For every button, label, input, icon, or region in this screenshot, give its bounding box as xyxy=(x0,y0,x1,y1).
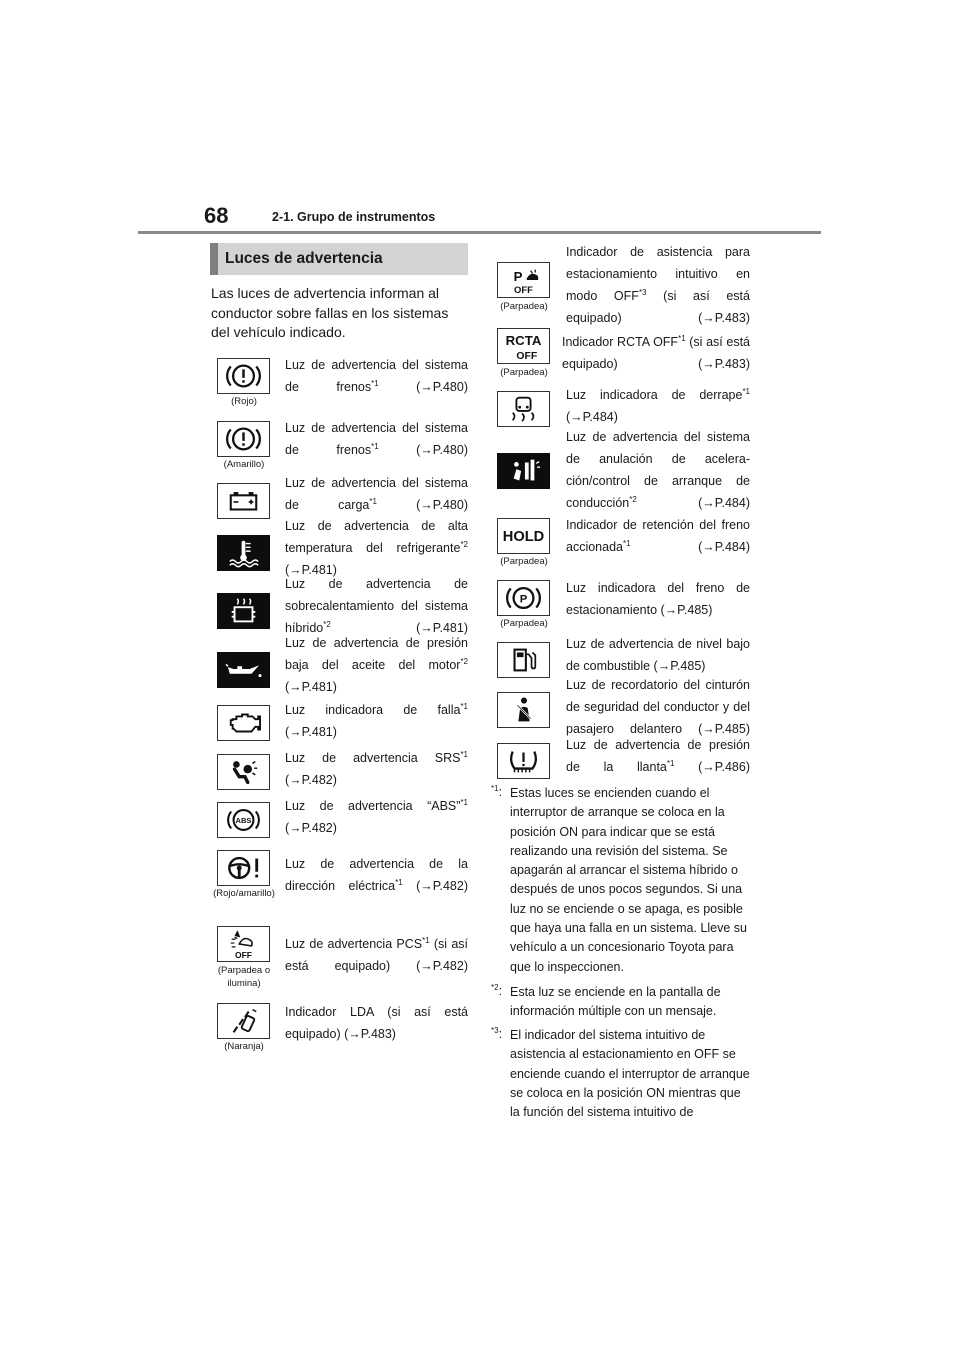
abs-icon xyxy=(217,802,270,838)
icon-caption: (Parpadea) xyxy=(500,301,548,312)
warning-description: Indicador de retención del freno accionada$^{*1}$ (→P.484) xyxy=(566,518,750,554)
icon-caption: (Amarillo) xyxy=(223,459,265,470)
battery-charge-icon xyxy=(217,483,270,519)
coolant-temperature-icon xyxy=(217,535,270,571)
warning-description: Luz de advertencia de la dirección eléctrica$^{*1}$ (→P.482) xyxy=(285,857,468,893)
tire-pressure-icon xyxy=(497,743,550,779)
warning-description: Luz de advertencia del sistema de frenos$^{*1}$ (→P.480) xyxy=(285,358,469,394)
footnote-mark: $^{*1}$: xyxy=(491,784,503,800)
warning-description: Luz de advertencia del sistema de frenos$^{*1}$ (→P.480) xyxy=(285,421,469,457)
drive-start-control-icon xyxy=(497,453,550,489)
brake-hold-icon xyxy=(497,518,550,554)
pcs-off-icon xyxy=(217,926,270,962)
seatbelt-reminder-icon xyxy=(497,692,550,728)
warning-description: Luz de advertencia del sistema de anulación de acelera-ción/control de arranque de conducción$^{*2}$ (→P.484) xyxy=(566,430,750,510)
rcta-label: RCTA xyxy=(505,333,542,349)
warning-description: Luz indicadora de falla$^{*1}$ (→P.481) xyxy=(285,701,468,739)
rcta-off-icon xyxy=(497,328,550,364)
warning-description: Luz de advertencia de presión baja del aceite del motor$^{*2}$ (→P.481) xyxy=(285,636,468,694)
warning-description: Luz de recordatorio del cinturón de seguridad del conductor y del pasajero delantero (→P.485) xyxy=(566,678,750,736)
srs-airbag-icon xyxy=(217,754,270,790)
footnote-text: Esta luz se enciende en la pantalla de información múltiple con un mensaje. xyxy=(510,985,721,1019)
warning-description: Luz indicadora del freno de estacionamiento (→P.485) xyxy=(566,581,750,617)
p-label: P xyxy=(513,268,523,284)
oil-pressure-icon xyxy=(217,652,270,688)
section-heading-bar xyxy=(210,243,218,275)
parking-sensor-off-icon xyxy=(497,262,550,298)
brake-warning-icon xyxy=(217,358,270,394)
icon-caption: (Parpadea) xyxy=(500,367,548,378)
parking-brake-icon xyxy=(497,580,550,616)
off-label: OFF xyxy=(516,351,538,363)
section-heading xyxy=(210,243,468,275)
slip-indicator-icon xyxy=(497,391,550,427)
icon-caption: (Parpadea o ilumina) xyxy=(217,965,271,989)
off-label: OFF xyxy=(514,285,533,297)
off-label: OFF xyxy=(235,950,252,961)
warning-description: Indicador LDA (si así está equipado) (→P.483) xyxy=(285,1005,468,1041)
brake-warning-icon xyxy=(217,421,270,457)
check-engine-icon xyxy=(217,705,270,741)
warning-description: Indicador de asistencia para estacionamiento intuitivo en modo OFF$^{*3}$ (si así está equipado) (→P.483) xyxy=(566,245,750,325)
low-fuel-icon xyxy=(497,642,550,678)
intro-paragraph: Las luces de advertencia informan al conductor sobre fallas en los sistemas del vehículo indicado. xyxy=(211,285,449,340)
warning-description: Luz de advertencia SRS$^{*1}$ (→P.482) xyxy=(285,749,468,787)
warning-description: Luz indicadora de derrape$^{*1}$ (→P.484) xyxy=(566,386,750,424)
icon-caption: (Naranja) xyxy=(224,1041,264,1052)
footnote-mark: $^{*3}$: xyxy=(491,1026,503,1042)
warning-description: Luz de advertencia “ABS”$^{*1}$ (→P.482) xyxy=(285,797,468,835)
icon-caption: (Parpadea) xyxy=(500,618,548,629)
footnote-mark: $^{*2}$: xyxy=(491,983,503,999)
warning-description: Indicador RCTA OFF$^{*1}$ (si así está equipado) (→P.483) xyxy=(562,333,750,371)
warning-description: Luz de advertencia de nivel bajo de combustible (→P.485) xyxy=(566,637,750,673)
icon-caption: (Parpadea) xyxy=(500,556,548,567)
warning-description: Luz de advertencia de alta temperatura del refrigerante$^{*2}$ (→P.481) xyxy=(285,519,468,577)
abs-label: ABS xyxy=(235,815,252,825)
hybrid-overheat-icon xyxy=(217,593,270,629)
warning-description: Luz de advertencia del sistema de carga$^{*1}$ (→P.480) xyxy=(285,476,468,512)
p-label: P xyxy=(519,593,528,606)
footnote-text: El indicador del sistema intuitivo de asistencia al estacionamiento en OFF se enciende cuando el interruptor de arranque se coloca en la posición ON mientras que la función del sistema intuitivo de xyxy=(510,1028,750,1120)
section-heading-text: Luces de advertencia xyxy=(225,250,383,267)
icon-caption: (Rojo) xyxy=(231,396,257,407)
warning-description: Luz de advertencia de presión de la llanta$^{*1}$ (→P.486) xyxy=(566,738,750,774)
hold-label: HOLD xyxy=(502,529,545,546)
power-steering-icon xyxy=(217,850,270,886)
footnote-text: Estas luces se encienden cuando el interruptor de arranque se coloca en la posición ON para indicar que se está realizando una revisión del sistema. Se apagarán al arrancar el sistema híbrido o después de unos pocos segundos. Si una luz no se enciende o se apaga, es posible que haya una falla en un sistema. Lleve su vehículo a un concesionario Toyota para que lo inspeccionen. xyxy=(510,786,747,974)
section-title: 2-1. Grupo de instrumentos xyxy=(272,210,436,224)
header-divider xyxy=(138,231,821,234)
icon-caption: (Rojo/amarillo) xyxy=(213,888,275,899)
warning-description: Luz de advertencia PCS$^{*1}$ (si así está equipado) (→P.482) xyxy=(285,935,468,973)
lda-icon xyxy=(217,1003,270,1039)
page-number: 68 xyxy=(204,203,229,228)
warning-description: Luz de advertencia de sobrecalentamiento del sistema híbrido$^{*2}$ (→P.481) xyxy=(285,577,468,635)
